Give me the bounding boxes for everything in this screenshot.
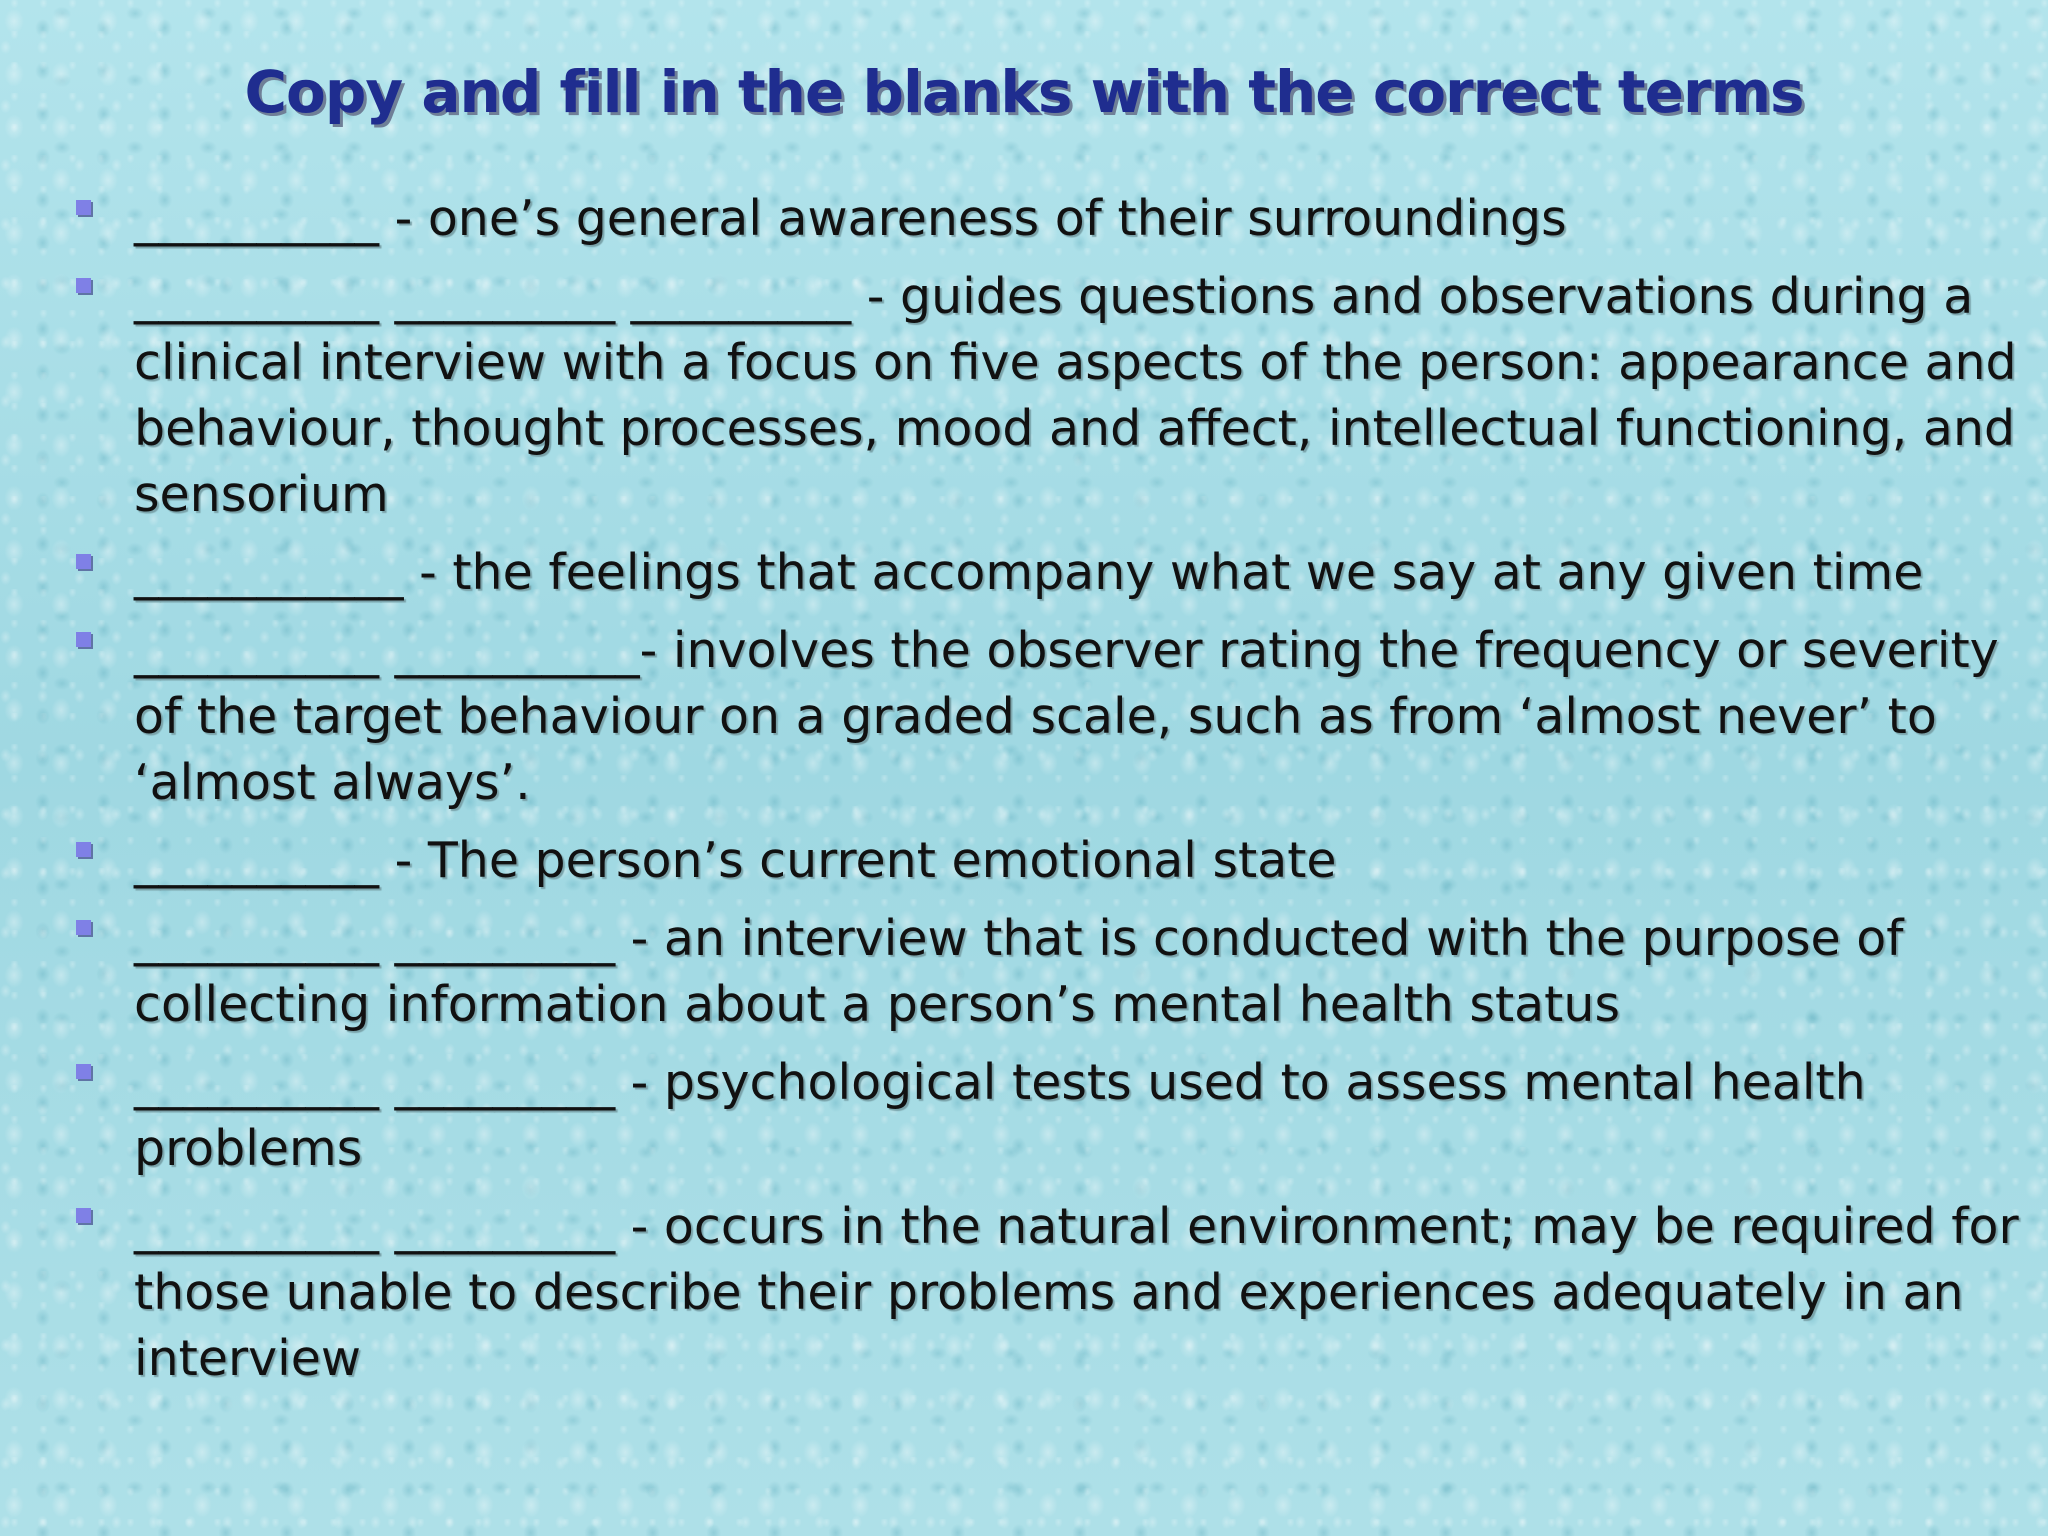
square-bullet-icon bbox=[76, 632, 91, 647]
definition-text: - psychological tests used to assess mental health problems bbox=[134, 1054, 1866, 1177]
bullet-item bbox=[70, 264, 2020, 528]
blank-term: ___________ bbox=[134, 544, 404, 601]
bullet-item bbox=[70, 618, 2020, 816]
square-bullet-icon bbox=[76, 200, 91, 215]
bullet-item bbox=[70, 1050, 2020, 1182]
blank-term: __________ bbox=[134, 832, 379, 889]
blank-term: __________ _________ _________ bbox=[134, 268, 852, 325]
bullet-item bbox=[70, 186, 2020, 252]
blank-term: __________ _________ bbox=[134, 1198, 616, 1255]
bullet-item bbox=[70, 1194, 2020, 1392]
square-bullet-icon bbox=[76, 278, 91, 293]
bullet-item bbox=[70, 906, 2020, 1038]
definition-text: - occurs in the natural environment; may be required for those unable to describe their problems and experiences adequately in an interview bbox=[134, 1198, 2019, 1387]
definition-text: - the feelings that accompany what we say at any given time bbox=[403, 544, 1924, 601]
bullet-list bbox=[70, 186, 2020, 1404]
square-bullet-icon bbox=[76, 1064, 91, 1079]
bullet-item bbox=[70, 540, 2020, 606]
definition-text: - one’s general awareness of their surroundings bbox=[379, 190, 1567, 247]
slide-title: Copy and fill in the blanks with the correct terms bbox=[244, 58, 1804, 126]
square-bullet-icon bbox=[76, 842, 91, 857]
blank-term: __________ bbox=[134, 190, 379, 247]
square-bullet-icon bbox=[76, 554, 91, 569]
blank-term: __________ _________ bbox=[134, 1054, 616, 1111]
square-bullet-icon bbox=[76, 920, 91, 935]
blank-term: __________ __________ bbox=[134, 622, 640, 679]
bullet-item bbox=[70, 828, 2020, 894]
definition-text: - The person’s current emotional state bbox=[379, 832, 1337, 889]
definition-text: - an interview that is conducted with the purpose of collecting information about a person’s mental health status bbox=[134, 910, 1904, 1033]
square-bullet-icon bbox=[76, 1208, 91, 1223]
blank-term: __________ _________ bbox=[134, 910, 616, 967]
definition-text: - involves the observer rating the frequency or severity of the target behaviour on a graded scale, such as from ‘almost never’ to ‘almost always’. bbox=[134, 622, 1999, 811]
definition-text: - guides questions and observations during a clinical interview with a focus on five aspects of the person: appearance and behaviour, thought processes, mood and affect, intellectual functioning, and sensorium bbox=[134, 268, 2017, 523]
